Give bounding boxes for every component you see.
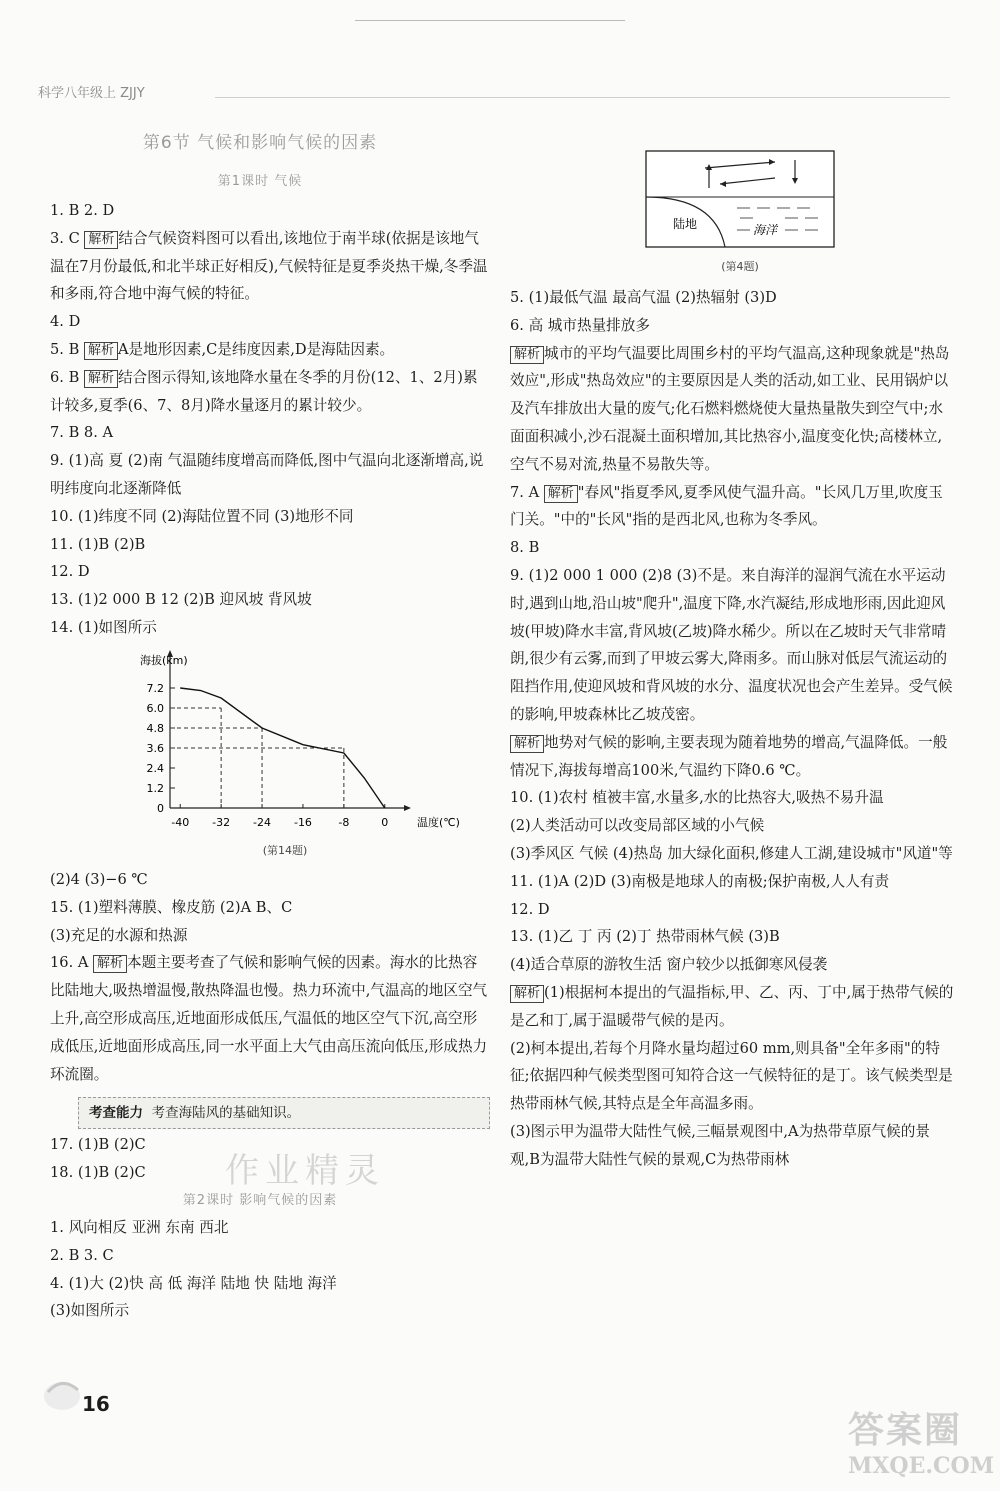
x-tick-label: -8	[338, 816, 350, 829]
analysis-tag: 解析	[93, 955, 127, 973]
answer-r9: (2)人类活动可以改变局部区域的小气候	[510, 817, 765, 835]
answer-r3: 解析 城市的平均气温要比周围乡村的平均气温高,这种现象就是"热岛效应",形成"热岛效应"的主要原因是人类的活动,如工业、民用锅炉以及汽车排放出大量的废气;化石燃料燃烧使大量热量散失到空气中;水面面积减小,沙石混凝土面积增加,其比热容小,温度变化快;高楼林立,空气不易对流,热量不易散失等。	[510, 344, 950, 473]
figure-14	[95, 638, 475, 858]
header-rule	[215, 97, 950, 98]
answer-r2: 6. 高 城市热量排放多	[510, 316, 650, 334]
y-axis-label: 海拔(km)	[140, 654, 188, 667]
x-axis-arrow	[404, 805, 411, 811]
answer-l4: 5. B 解析 A是地形因素,C是纬度因素,D是海陆因素。	[50, 340, 395, 358]
answer-l19: 1. 风向相反 亚洲 东南 西北	[50, 1219, 229, 1236]
answer-r16: (2)柯本提出,若每个月降水量均超过60 mm,则具备"全年多雨"的特征;依据四种气候类型图可知符合这一气候特征的是丁。该气候类型是热带雨林气候,其特点是全年高温多雨。	[510, 1039, 953, 1113]
x-tick-label: -16	[293, 816, 312, 829]
y-tick-label: 2.4	[146, 762, 164, 775]
running-header	[38, 82, 145, 101]
answer-l13: (2)4 (3)−6 ℃	[50, 871, 148, 888]
watermark-url: MXQE.COM	[848, 1453, 995, 1479]
left-column-a	[50, 197, 490, 642]
figure-4-caption: (第4题)	[721, 260, 759, 273]
answer-l20: 2. B 3. C	[50, 1246, 114, 1264]
land-label: 陆地	[673, 217, 698, 231]
answer-r1: 5. (1)最低气温 最高气温 (2)热辐射 (3)D	[510, 289, 777, 306]
analysis-tag: 解析	[84, 370, 118, 388]
answer-l7: 9. (1)高 夏 (2)南 气温随纬度增高而降低,图中气温向北逐渐增高,说明纬度向北逐渐降低	[50, 452, 484, 497]
x-tick-label: -24	[253, 816, 272, 829]
sea-label: 海洋	[753, 223, 778, 237]
y-tick-label: 1.2	[146, 782, 164, 795]
section-title: 第6节 气候和影响气候的因素	[142, 133, 378, 153]
answer-r10: (3)季风区 气候 (4)热岛 加大绿化面积,修建人工湖,建设城市"风道"等	[510, 844, 953, 862]
y-tick-label: 7.2	[146, 682, 164, 695]
answer-l9: 11. (1)B (2)B	[50, 535, 146, 553]
analysis-tag: 解析	[84, 342, 118, 360]
y-origin-label: 0	[157, 802, 164, 815]
answer-l2: 3. C 解析 结合气候资料图可以看出,该地位于南半球(依据是该地气温在7月份最低,和北半球正好相反),气候特征是夏季炎热干燥,冬季温和多雨,符合地中海气候的特征。	[50, 229, 488, 303]
answer-l3: 4. D	[50, 313, 81, 331]
answer-l5: 6. B 解析 结合图示得知,该地降水量在冬季的月份(12、1、2月)累计较多,夏季(6、7、8月)降水量逐月的累计较少。	[50, 368, 478, 414]
lesson2-title: 第2课时 影响气候的因素	[182, 1193, 338, 1208]
left-column-b	[50, 866, 490, 1088]
answer-l22: (3)如图所示	[50, 1302, 130, 1320]
analysis-tag: 解析	[510, 735, 544, 753]
ability-box	[78, 1093, 490, 1133]
answer-l1: 1. B 2. D	[50, 202, 115, 219]
answer-r14: (4)适合草原的游牧生活 窗户较少以抵御寒风侵袭	[510, 956, 828, 974]
answer-l10: 12. D	[50, 563, 90, 581]
left-column-d	[50, 1214, 490, 1325]
answer-r12: 12. D	[510, 900, 550, 918]
answer-l17: 17. (1)B (2)C	[50, 1136, 146, 1153]
answer-l6: 7. B 8. A	[50, 424, 114, 442]
x-tick-label: 0	[381, 816, 389, 829]
analysis-tag: 解析	[84, 231, 118, 249]
lesson1-title: 第1课时 气候	[217, 174, 303, 189]
altitude-temperature-chart	[95, 638, 475, 838]
analysis-tag: 解析	[510, 985, 544, 1003]
x-axis-label: 温度(℃)	[417, 816, 460, 829]
answer-r6: 9. (1)2 000 1 000 (2)8 (3)不是。来自海洋的湿润气流在水平运动时,遇到山地,沿山坡"爬升",温度下降,水汽凝结,形成地形雨,因此迎风坡(甲坡)降水丰富,背风坡(乙坡)降水稀少。所以在乙坡时天气非常晴朗,很少有云雾,而到了甲坡云雾大,降雨多。而山脉对低层气流运动的阻挡作用,使迎风坡和背风坡的水分、温度状况也会产生差异。受气候的影响,甲坡森林比乙坡茂密。	[510, 566, 953, 723]
ability-text: 考查海陆风的基础知识。	[151, 1105, 301, 1121]
answer-r7: 解析 地势对气候的影响,主要表现为随着地势的增高,气温降低。一般情况下,海拔每增高100米,气温约下降0.6 ℃。	[510, 733, 948, 779]
watermark-stamp: 作业精灵	[225, 1151, 385, 1191]
answer-r4: 7. A 解析 "春风"指夏季风,夏季风使气温升高。"长风几万里,吹度玉门关。"中的"长风"指的是西北风,也称为冬季风。	[510, 483, 943, 529]
answer-l18: 18. (1)B (2)C	[50, 1163, 146, 1181]
y-tick-label: 6.0	[146, 702, 164, 715]
y-tick-label: 4.8	[146, 722, 164, 735]
answer-r13: 13. (1)乙 丁 丙 (2)丁 热带雨林气候 (3)B	[510, 928, 780, 946]
land-sea-breeze-diagram	[645, 150, 835, 248]
answer-l12: 14. (1)如图所示	[50, 618, 157, 636]
answer-l21: 4. (1)大 (2)快 高 低 海洋 陆地 快 陆地 海洋	[50, 1274, 337, 1292]
page-number: 16	[82, 1392, 110, 1416]
figure-14-caption: (第14题)	[262, 844, 308, 857]
answer-r11: 11. (1)A (2)D (3)南极是地球人的南极;保护南极,人人有责	[510, 872, 890, 890]
watermark-seal	[848, 1402, 995, 1482]
analysis-tag: 解析	[544, 485, 578, 503]
answer-r17: (3)图示甲为温带大陆性气候,三幅景观图中,A为热带草原气候的景观,B为温带大陆性气候的景观,C为热带雨林	[510, 1122, 930, 1168]
header-label: 科学八年级上 ZJJY	[38, 86, 145, 101]
answer-l14: 15. (1)塑料薄膜、橡皮筋 (2)A B、C	[50, 898, 293, 916]
answer-l15: (3)充足的水源和热源	[50, 926, 188, 944]
answer-l8: 10. (1)纬度不同 (2)海陆位置不同 (3)地形不同	[50, 507, 354, 525]
ability-title: 考查能力	[89, 1105, 143, 1121]
top-rule	[355, 20, 625, 21]
answer-r15: 解析 (1)根据柯本提出的气温指标,甲、乙、丙、丁中,属于热带气候的是乙和丁,属于温暖带气候的是丙。	[510, 983, 954, 1029]
x-tick-label: -32	[212, 816, 231, 829]
right-column	[510, 284, 955, 1174]
x-tick-label: -40	[171, 816, 190, 829]
analysis-tag: 解析	[510, 346, 544, 364]
answer-r5: 8. B	[510, 539, 540, 557]
mascot-logo	[38, 1368, 86, 1418]
answer-l16: 16. A 解析 本题主要考查了气候和影响气候的因素。海水的比热容比陆地大,吸热增温慢,散热降温也慢。热力环流中,气温高的地区空气上升,高空形成高压,近地面形成低压,气温低的地区空气下沉,高空形成低压,近地面形成高压,同一水平面上大气由高压流向低压,形成热力环流圈。	[50, 954, 488, 1083]
y-tick-label: 3.6	[146, 742, 164, 755]
answer-l11: 13. (1)2 000 B 12 (2)B 迎风坡 背风坡	[50, 591, 312, 609]
answer-r8: 10. (1)农村 植被丰富,水量多,水的比热容大,吸热不易升温	[510, 789, 884, 807]
watermark-site: 答案圈	[848, 1409, 963, 1451]
figure-4	[645, 150, 835, 248]
